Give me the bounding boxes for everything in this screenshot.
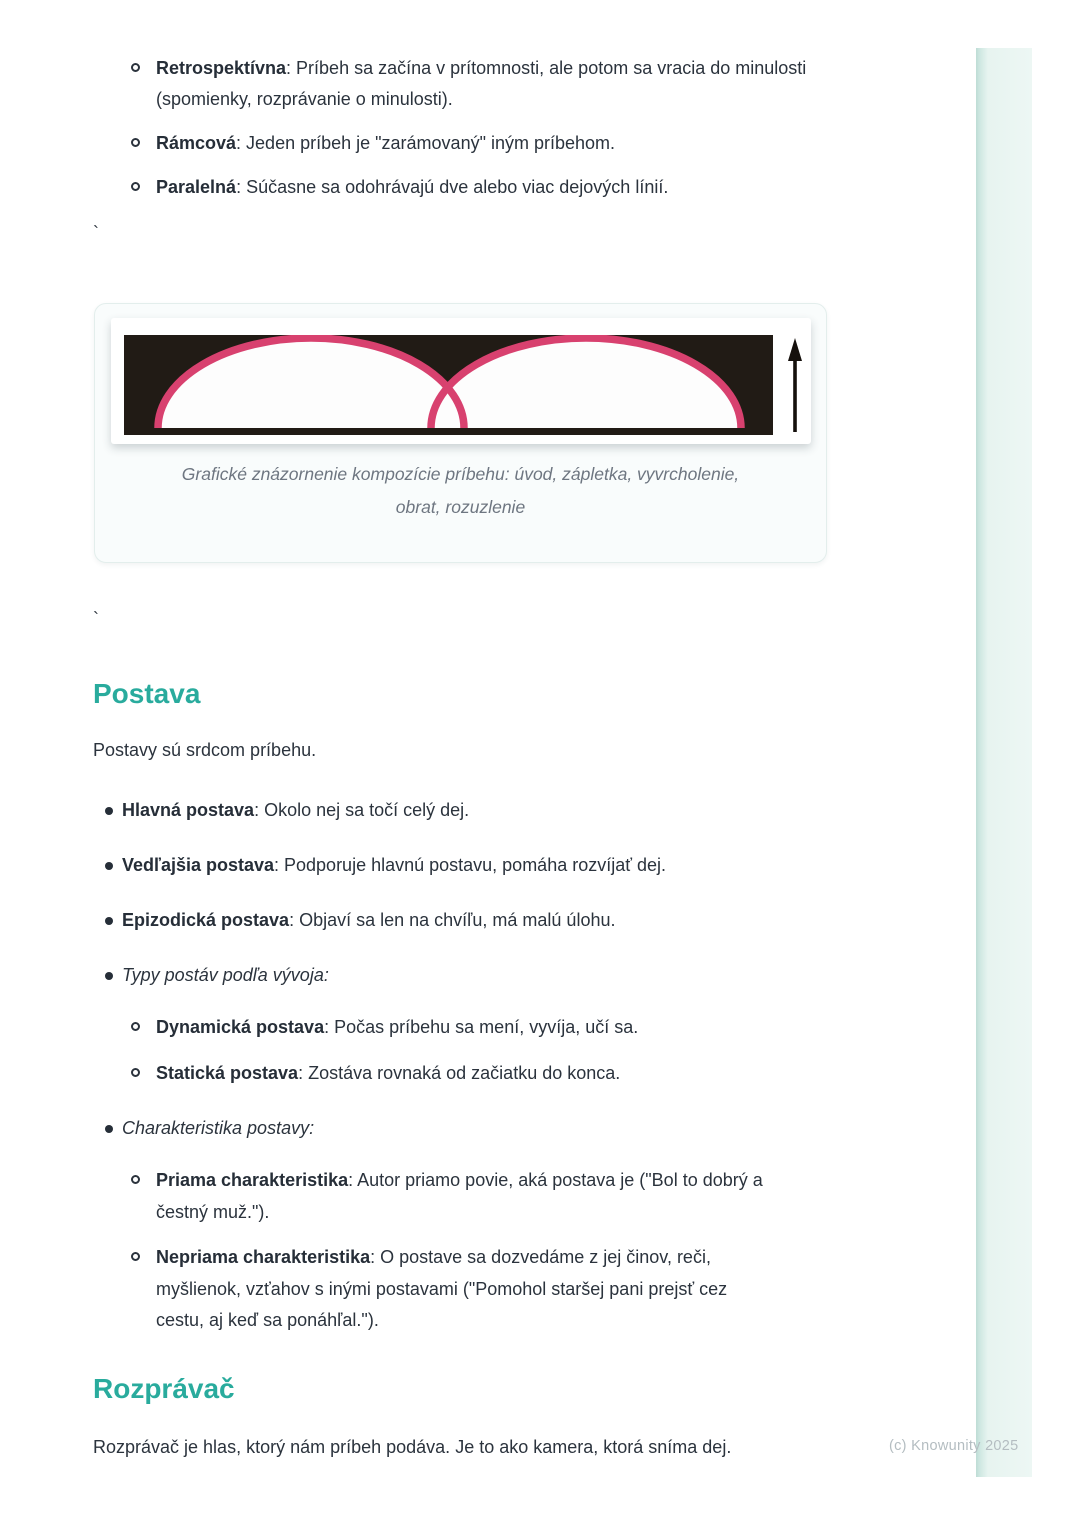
list-item-text [156, 1063, 620, 1083]
story-arc-black-panel [124, 335, 773, 435]
stray-backtick: ` [93, 609, 99, 629]
term-desc: : Okolo nej sa točí celý dej. [254, 800, 470, 820]
list-item-text [156, 1017, 638, 1037]
term-desc: : Súčasne sa odohrávajú dve alebo viac dejových línií. [236, 177, 669, 197]
right-edge-strip [976, 48, 1032, 1477]
list-item [131, 1058, 776, 1090]
term-bold: Rámcová [156, 133, 237, 153]
sub-list-typy-postav [131, 1012, 822, 1089]
circle-bullet-icon [131, 1175, 140, 1184]
list-item-group [99, 1113, 822, 1337]
list-item-text [122, 905, 822, 936]
circle-bullet-icon [131, 138, 140, 147]
list-item-text [156, 1170, 763, 1222]
disc-bullet-icon [105, 807, 113, 815]
list-item [131, 1165, 776, 1228]
term-desc: : O postave sa dozvedáme z jej činov, reči, myšlienok, vzťahov s inými postavami ("Pomohol staršej pani prejsť cez cestu, aj keď sa ponáhľal."). [156, 1247, 728, 1330]
term-bold: Vedľajšia postava [122, 855, 275, 875]
sub-list-charakteristika [131, 1165, 822, 1337]
term-bold: Epizodická postava [122, 910, 290, 930]
list-item-text [156, 1247, 727, 1330]
circle-bullet-icon [131, 182, 140, 191]
figure-caption-text: Grafické znázornenie kompozície príbehu: úvod, zápletka, vyvrcholenie, obrat, rozuzlenie [181, 464, 740, 517]
term-desc: : Podporuje hlavnú postavu, pomáha rozvíjať dej. [274, 855, 667, 875]
circle-bullet-icon [131, 1252, 140, 1261]
copyright-watermark: (c) Knowunity 2025 [889, 1438, 1019, 1454]
list-item-text [156, 133, 615, 153]
term-desc: : Jeden príbeh je "zarámovaný" iným príbehom. [236, 133, 616, 153]
disc-bullet-icon [105, 917, 113, 925]
circle-bullet-icon [131, 1022, 140, 1031]
story-arc-graphic [111, 318, 811, 444]
term-desc: : Počas príbehu sa mení, vyvíja, učí sa. [324, 1017, 639, 1037]
group-label: Typy postáv podľa vývoja: [122, 965, 329, 985]
term-bold: Priama charakteristika [156, 1170, 349, 1190]
disc-bullet-icon [105, 862, 113, 870]
list-item-text [156, 177, 668, 197]
list-item [99, 850, 822, 881]
term-desc: : Objaví sa len na chvíľu, má malú úlohu. [289, 910, 616, 930]
term-bold: Statická postava [156, 1062, 299, 1083]
list-item-text [122, 795, 822, 826]
term-bold: Paralelná [156, 177, 237, 197]
list-item-text [156, 58, 806, 109]
section-heading-rozpravac: Rozprávač [93, 1373, 235, 1404]
list-item-group [99, 960, 822, 1089]
rozpravac-intro: Rozprávač je hlas, ktorý nám príbeh podáva. Je to ako kamera, ktorá sníma dej. [93, 1437, 732, 1457]
section-heading-postava: Postava [93, 678, 201, 709]
term-desc: : Príbeh sa začína v prítomnosti, ale potom sa vracia do minulosti (spomienky, rozprávanie o minulosti). [156, 58, 807, 109]
circle-bullet-icon [131, 63, 140, 72]
list-item [131, 128, 828, 159]
group-label: Charakteristika postavy: [122, 1118, 315, 1138]
list-item [131, 53, 828, 115]
term-bold: Nepriama charakteristika [156, 1247, 371, 1267]
list-item [131, 1012, 776, 1044]
list-item-text [122, 850, 822, 881]
list-item [131, 1242, 776, 1337]
disc-bullet-icon [105, 1125, 113, 1133]
term-desc: : Autor priamo povie, aká postava je ("Bol to dobrý a čestný muž."). [156, 1170, 763, 1222]
term-bold: Retrospektívna [156, 58, 287, 78]
postava-list [99, 795, 822, 1361]
up-arrow-icon [785, 338, 805, 432]
term-bold: Dynamická postava [156, 1017, 325, 1037]
term-desc: : Zostáva rovnaká od začiatku do konca. [298, 1062, 621, 1083]
composition-types-list [131, 53, 828, 216]
disc-bullet-icon [105, 972, 113, 980]
list-item [131, 172, 828, 203]
story-arcs-icon [124, 335, 773, 435]
postava-intro: Postavy sú srdcom príbehu. [93, 740, 317, 760]
list-item [99, 905, 822, 936]
stray-backtick: ` [93, 223, 99, 243]
figure-caption [95, 458, 826, 524]
figure-card [94, 303, 827, 563]
circle-bullet-icon [131, 1068, 140, 1077]
term-bold: Hlavná postava [122, 800, 255, 820]
list-item [99, 795, 822, 826]
